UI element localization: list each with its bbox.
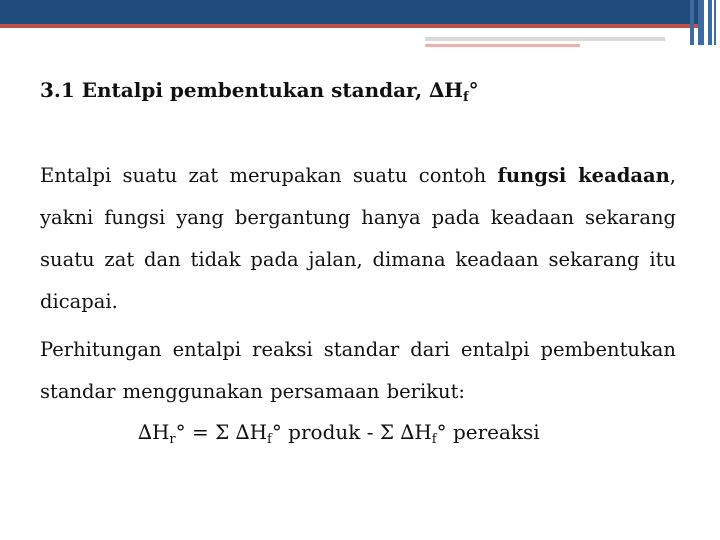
header-red-band <box>0 24 704 28</box>
header-dark-band <box>0 0 704 24</box>
decorative-pink-line <box>425 44 580 47</box>
standard-degree: ° <box>436 420 447 444</box>
reaction-subscript: r <box>169 432 176 447</box>
equals-sign: = <box>185 420 216 444</box>
section-title: Entalpi pembentukan standar, <box>81 78 430 102</box>
delta-h-symbol: ∆H <box>400 420 432 444</box>
formation-subscript: f <box>431 432 437 447</box>
paragraph-state-function <box>40 155 676 323</box>
header-accent-stripe <box>714 0 716 45</box>
section-number: 3.1 <box>40 78 75 102</box>
formation-subscript: f <box>463 90 469 105</box>
bold-term: fungsi keadaan <box>497 164 670 187</box>
slide-header-bar <box>0 0 720 30</box>
paragraph-text: , yakni fungsi yang bergantung hanya pada keadaan sekarang suatu zat dan tidak pada jalan, dimana keadaan sekarang itu dicapai. <box>40 164 676 313</box>
enthalpy-equation <box>138 420 540 447</box>
delta-h-symbol: ∆H <box>429 78 464 102</box>
paragraph-text: Entalpi suatu zat merupakan suatu contoh <box>40 164 498 187</box>
reactants-label: pereaksi <box>446 420 540 444</box>
formation-subscript: f <box>267 432 272 447</box>
sum-symbol: Σ <box>379 420 401 444</box>
header-accent-stripe <box>698 0 704 45</box>
minus-sign: - <box>360 420 380 444</box>
paragraph-calculation: Perhitungan entalpi reaksi standar dari entalpi pembentukan standar menggunakan persamaan berikut: <box>40 338 676 403</box>
header-shadow-line <box>425 37 665 41</box>
header-accent-stripe <box>690 0 694 45</box>
standard-degree: ° <box>175 420 186 444</box>
standard-degree: ° <box>271 420 282 444</box>
sum-symbol: Σ <box>215 420 236 444</box>
delta-h-symbol: ∆H <box>138 420 170 444</box>
header-accent-stripe <box>708 0 712 45</box>
products-label: produk <box>281 420 361 444</box>
section-heading <box>40 78 479 105</box>
standard-degree: ° <box>468 78 479 102</box>
delta-h-symbol: ∆H <box>235 420 268 444</box>
